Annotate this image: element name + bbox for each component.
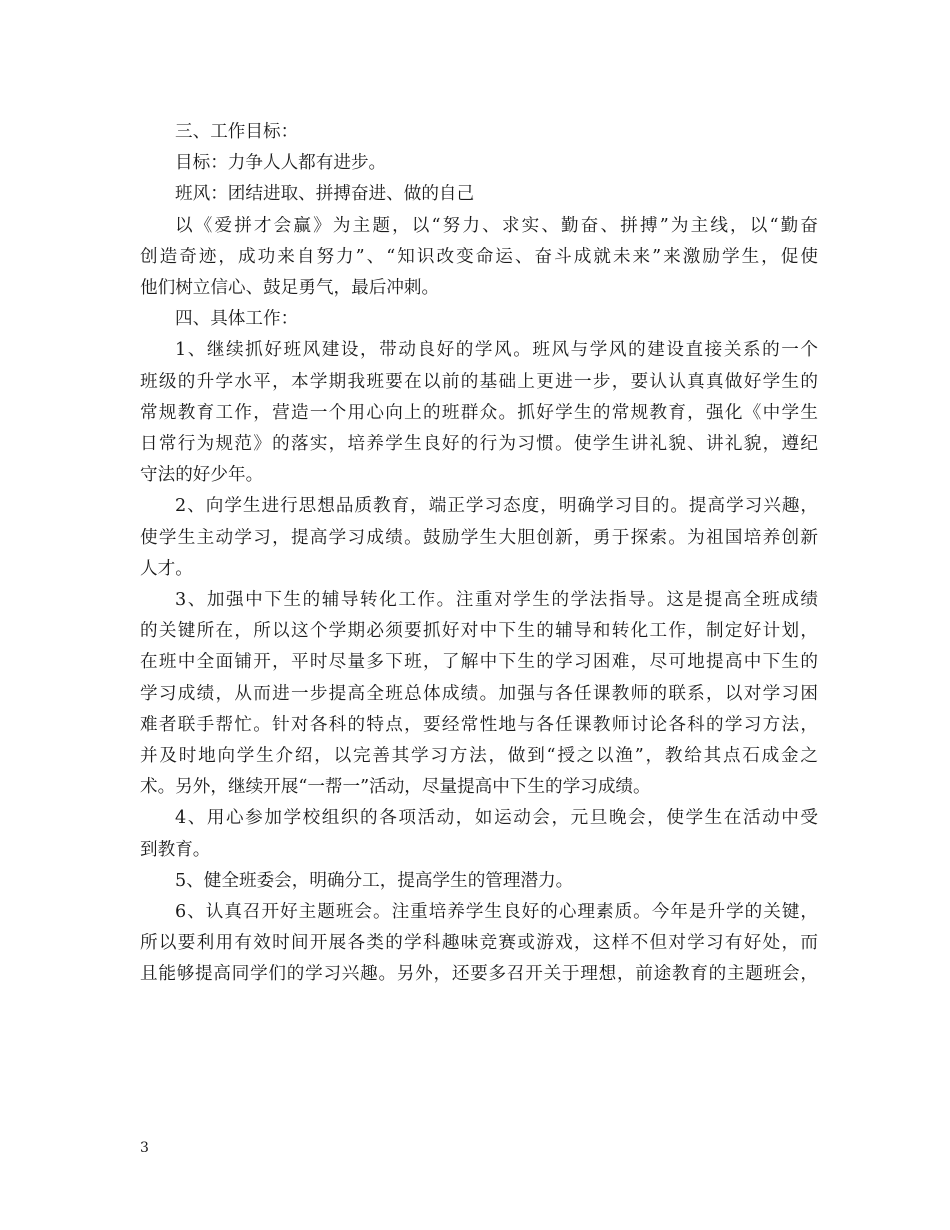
section-heading-tasks: 四、具体工作：	[175, 309, 299, 330]
task-1-line: 守法的好少年。	[140, 465, 264, 486]
task-1-line: 常规教育工作，营造一个用心向上的班群众。抓好学生的常规教育，强化《中学生	[140, 402, 818, 423]
page-number: 3	[140, 1140, 149, 1156]
task-6-line: 且能够提高同学们的学习兴趣。另外，还要多召开关于理想，前途教育的主题班会，	[140, 964, 818, 985]
theme-paragraph-line: 以《爱拼才会赢》为主题，以“努力、求实、勤奋、拼搏”为主线，以“勤奋	[175, 215, 818, 236]
task-1-line: 班级的升学水平，本学期我班要在以前的基础上更进一步，要认认真真做好学生的	[140, 371, 818, 392]
task-2-line: 使学生主动学习，提高学习成绩。鼓励学生大胆创新，勇于探索。为祖国培养创新	[140, 527, 818, 548]
task-3-line: 并及时地向学生介绍，以完善其学习方法，做到“授之以渔”，教给其点石成金之	[140, 746, 818, 767]
task-3-line: 学习成绩，从而进一步提高全班总体成绩。加强与各任课教师的联系，以对学习困	[140, 683, 818, 704]
task-6-line: 6、认真召开好主题班会。注重培养学生良好的心理素质。今年是升学的关键，	[175, 902, 818, 923]
task-1-line: 日常行为规范》的落实，培养学生良好的行为习惯。使学生讲礼貌、讲礼貌，遵纪	[140, 434, 818, 455]
task-3-line: 在班中全面铺开，平时尽量多下班，了解中下生的学习困难，尽可地提高中下生的	[140, 652, 818, 673]
document-body	[140, 117, 818, 991]
task-3-line: 的关键所在，所以这个学期必须要抓好对中下生的辅导和转化工作，制定好计划，	[140, 621, 818, 642]
theme-paragraph-line: 创造奇迹，成功来自努力”、“知识改变命运、奋斗成就未来”来激励学生，促使	[140, 246, 818, 267]
task-3-line: 难者联手帮忙。针对各科的特点，要经常性地与各任课教师讨论各科的学习方法，	[140, 714, 818, 735]
task-3-line: 3、加强中下生的辅导转化工作。注重对学生的学法指导。这是提高全班成绩	[175, 590, 818, 611]
goal-line: 目标：力争人人都有进步。	[175, 153, 387, 174]
task-2-line: 2、向学生进行思想品质教育，端正学习态度，明确学习目的。提高学习兴趣，	[175, 496, 818, 517]
task-4-line: 到教育。	[140, 839, 211, 860]
class-style-line: 班风：团结进取、拼搏奋进、做的自己	[175, 184, 475, 205]
task-4-line: 4、用心参加学校组织的各项活动，如运动会，元旦晚会，使学生在活动中受	[175, 808, 818, 829]
task-1-line: 1、继续抓好班风建设，带动良好的学风。班风与学风的建设直接关系的一个	[175, 340, 818, 361]
task-5-line: 5、健全班委会，明确分工，提高学生的管理潜力。	[175, 870, 574, 891]
theme-paragraph-line: 他们树立信心、鼓足勇气，最后冲刺。	[140, 278, 440, 299]
task-3-line: 术。另外，继续开展“一帮一”活动，尽量提高中下生的学习成绩。	[140, 777, 651, 798]
task-2-line: 人才。	[140, 558, 193, 579]
section-heading-goals: 三、工作目标：	[175, 122, 299, 142]
task-6-line: 所以要利用有效时间开展各类的学科趣味竞赛或游戏，这样不但对学习有好处，而	[140, 933, 818, 954]
